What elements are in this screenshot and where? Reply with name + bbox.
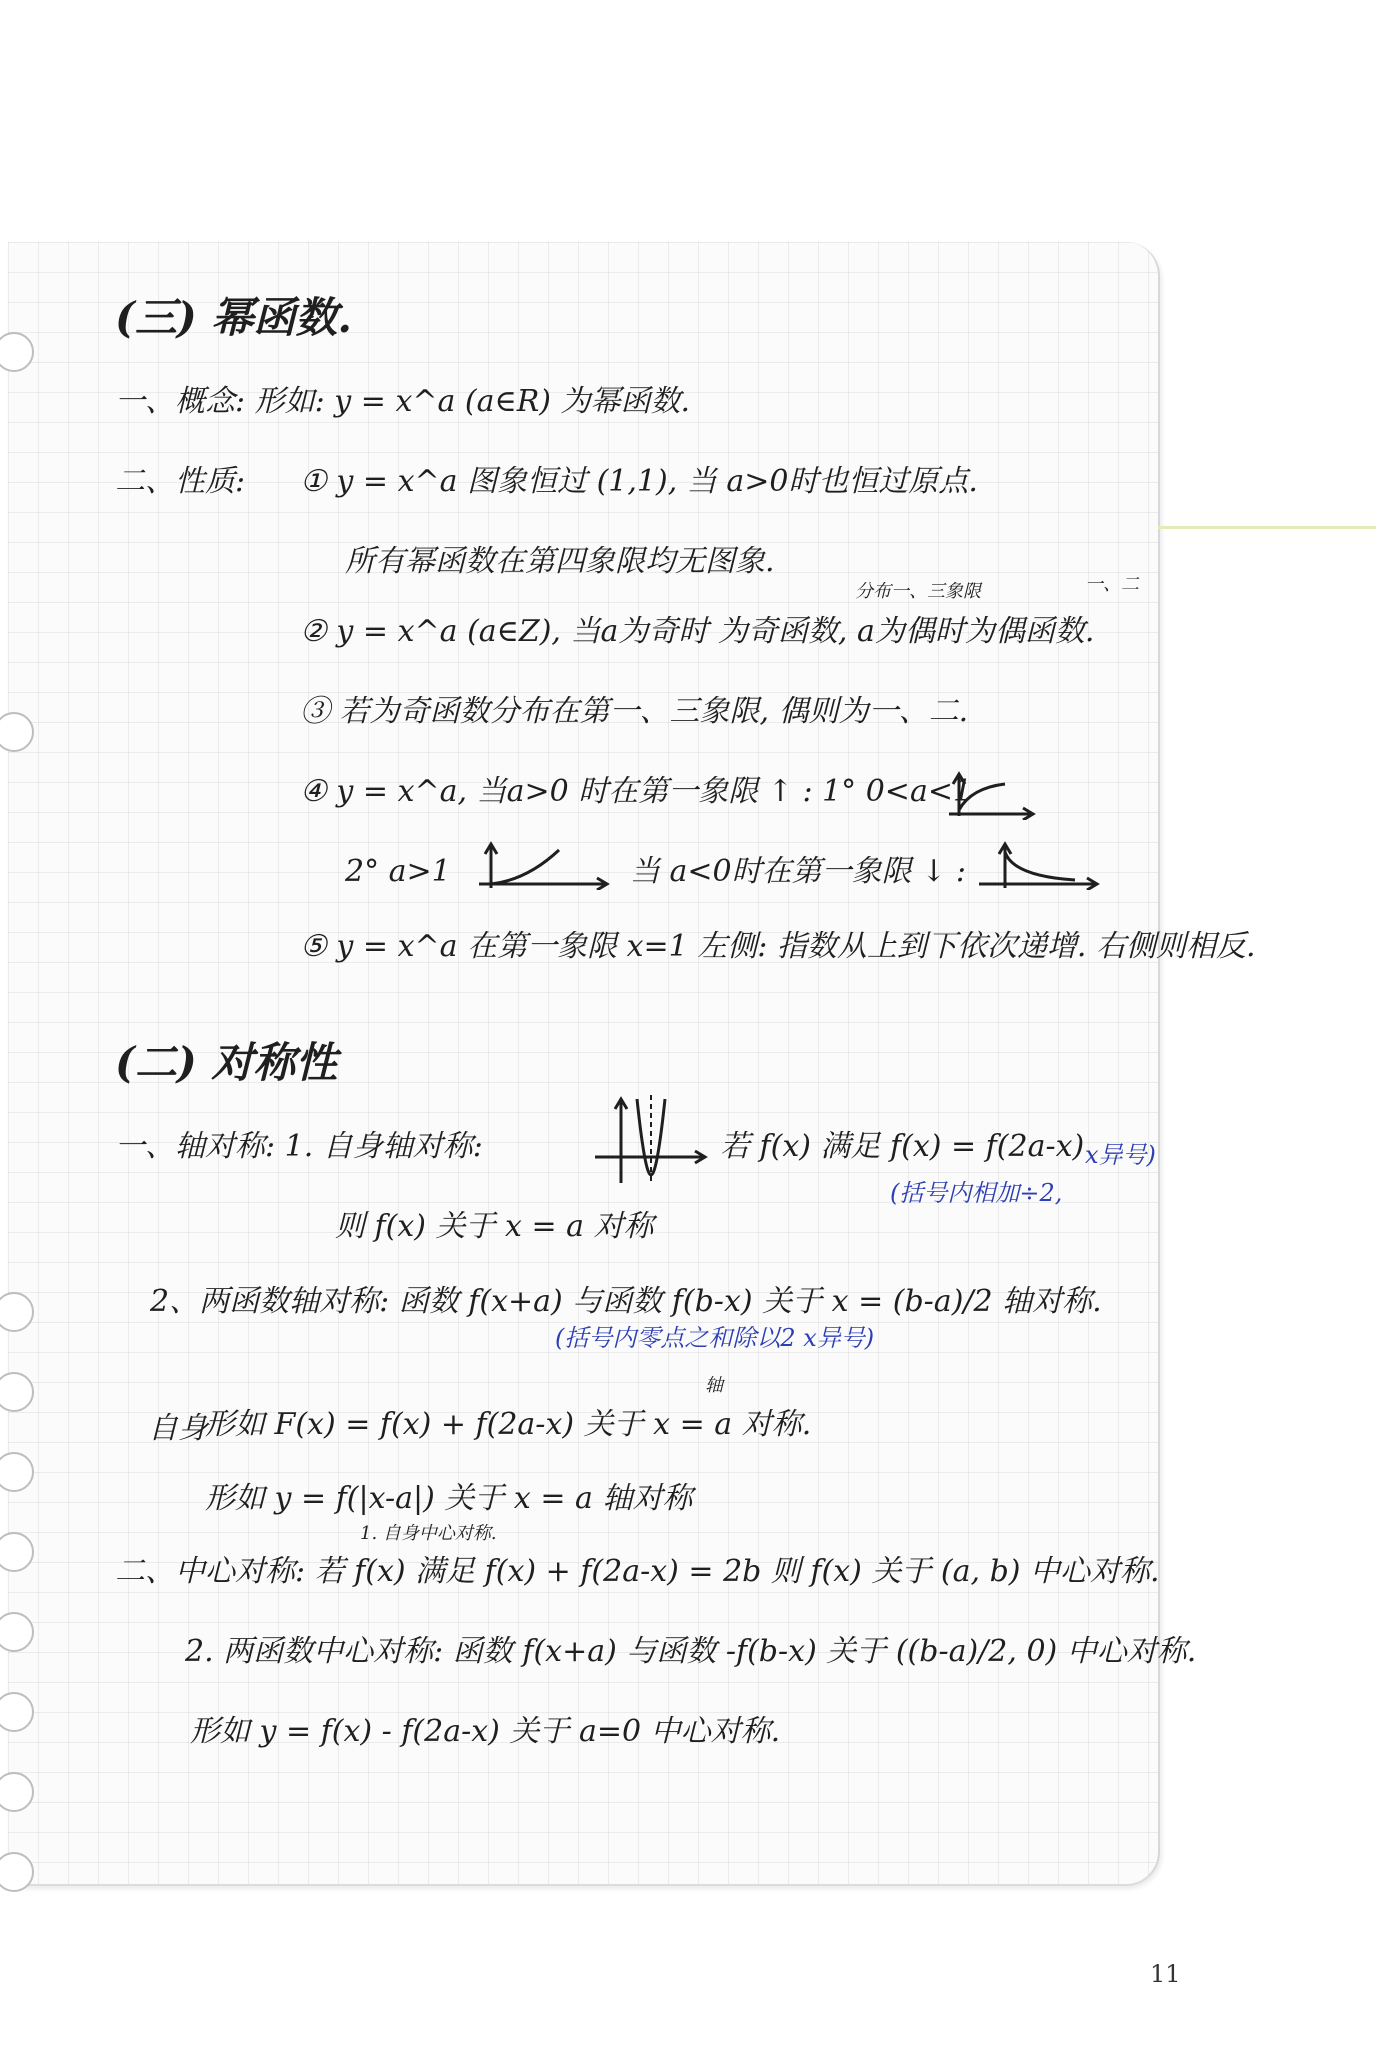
self-form: 形如 F(x) = f(x) + f(2a-x) 关于 x = a 对称. xyxy=(205,1407,812,1442)
self-label: 自身 xyxy=(148,1411,208,1446)
axis-result: 则 f(x) 关于 x = a 对称 xyxy=(335,1209,654,1244)
curve-a-gt-1-icon xyxy=(475,840,615,890)
center-note: 1. 自身中心对称. xyxy=(360,1523,497,1544)
axis-condition: 若 f(x) 满足 f(x) = f(2a-x) xyxy=(720,1129,1085,1164)
binder-hole xyxy=(0,1772,34,1812)
property-1b: 所有幂函数在第四象限均无图象. xyxy=(345,544,775,579)
property-1: ① y = x^a 图象恒过 (1,1), 当 a>0时也恒过原点. xyxy=(300,464,978,499)
self-form-note: 轴 xyxy=(705,1375,723,1396)
axis-symmetry-title: 一、轴对称: 1. 自身轴对称: xyxy=(115,1129,483,1164)
two-function-axis: 2、两函数轴对称: 函数 f(x+a) 与函数 f(b-x) 关于 x = (b-a)/2 轴对称. xyxy=(150,1284,1102,1319)
property-2-note-2: 一、二 xyxy=(1085,574,1139,595)
axis-note-2: (括号内相加÷2, xyxy=(890,1179,1063,1207)
binder-hole xyxy=(0,1372,34,1412)
property-4: ④ y = x^a, 当a>0 时在第一象限 ↑ : 1° 0<a<1 xyxy=(300,774,973,809)
center-two-function: 2. 两函数中心对称: 函数 f(x+a) 与函数 -f(b-x) 关于 ((b-a)/2, 0) 中心对称. xyxy=(185,1634,1197,1669)
section-title-symmetry: (二) 对称性 xyxy=(115,1038,338,1087)
concept-line: 一、概念: 形如: y = x^a (a∈R) 为幂函数. xyxy=(115,384,691,419)
binder-hole xyxy=(0,332,34,372)
parabola-axis-icon xyxy=(585,1095,715,1185)
binder-hole xyxy=(0,1692,34,1732)
binder-hole xyxy=(0,1292,34,1332)
binder-hole xyxy=(0,1852,34,1892)
abs-form: 形如 y = f(|x-a|) 关于 x = a 轴对称 xyxy=(205,1481,693,1516)
two-function-note: (括号内零点之和除以2 x异号) xyxy=(555,1324,875,1352)
property-3: ③ 若为奇函数分布在第一、三象限, 偶则为一、二. xyxy=(300,694,969,729)
property-4b-right: 当 a<0时在第一象限 ↓ : xyxy=(630,854,966,889)
curve-0-a-1-icon xyxy=(945,770,1037,820)
axis-note: x异号) xyxy=(1085,1141,1156,1169)
section-title-power: (三) 幂函数. xyxy=(115,293,352,342)
divider-tab xyxy=(1158,526,1376,529)
binder-hole xyxy=(0,1532,34,1572)
binder-hole xyxy=(0,1452,34,1492)
binder-hole xyxy=(0,712,34,752)
property-2-note: 分布一、三象限 xyxy=(855,581,981,602)
binder-hole xyxy=(0,1612,34,1652)
property-5: ⑤ y = x^a 在第一象限 x=1 左侧: 指数从上到下依次递增. 右侧则相反. xyxy=(300,929,1256,964)
property-label: 二、性质: xyxy=(115,464,246,499)
page-number: 11 xyxy=(1150,1960,1181,1988)
curve-a-lt-0-icon xyxy=(975,840,1105,890)
center-symmetry: 二、中心对称: 若 f(x) 满足 f(x) + f(2a-x) = 2b 则 f(x) 关于 (a, b) 中心对称. xyxy=(115,1554,1160,1589)
center-form: 形如 y = f(x) - f(2a-x) 关于 a=0 中心对称. xyxy=(190,1714,781,1749)
property-4b-left: 2° a>1 xyxy=(345,854,451,889)
property-2: ② y = x^a (a∈Z), 当a为奇时 为奇函数, a为偶时为偶函数. xyxy=(300,614,1095,649)
